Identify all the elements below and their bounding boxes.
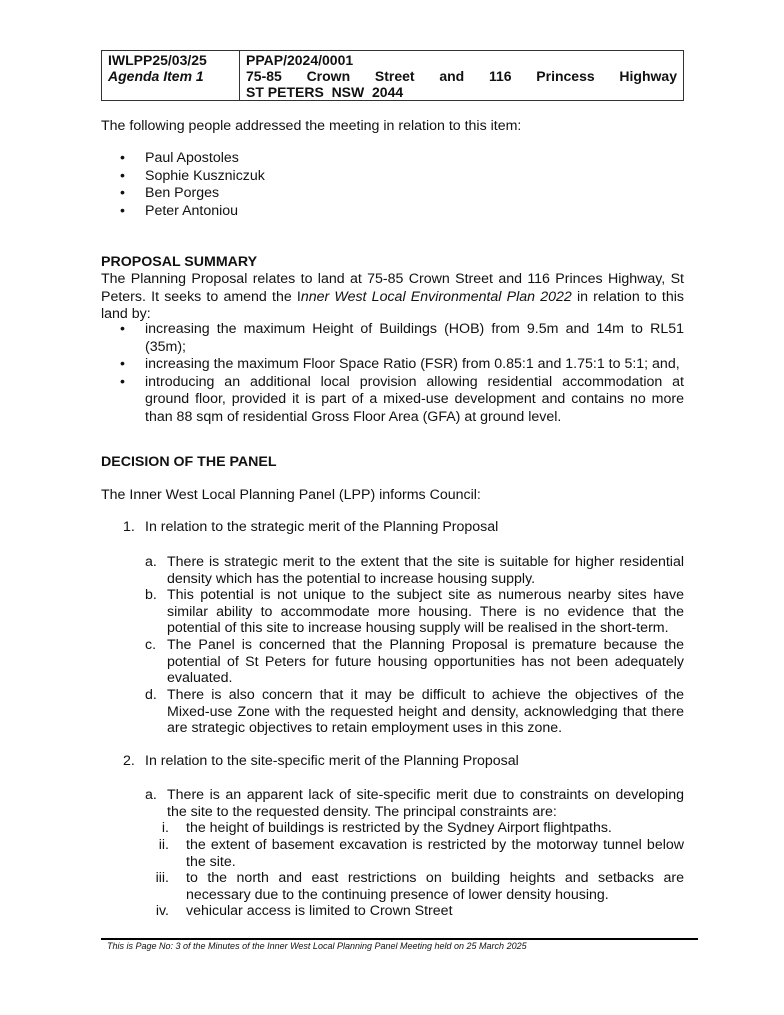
list-item: • Paul Apostoles (120, 150, 239, 166)
speakers-intro: The following people addressed the meeting in relation to this item: (101, 118, 522, 134)
address-line-1 (246, 68, 677, 84)
constraint-item-iii: iii. to the north and east restrictions on building heights and setbacks are necessary due to the continuing presence of lower density housing. (155, 870, 684, 903)
speakers-list (101, 150, 684, 220)
agenda-item-label: Agenda Item 1 (108, 68, 204, 84)
constraint-item-i: i. the height of buildings is restricted by the Sydney Airport flightpaths. (161, 820, 612, 836)
list-item: • Sophie Kuszniczuk (120, 167, 265, 184)
application-cell (240, 51, 684, 101)
footer-divider (101, 938, 698, 940)
point-1-item-d: d. There is also concern that it may be difficult to achieve the objectives of the Mixed-use Zone with the requested height and density, acknowledging that there are strategic objectives to retain employment uses in this zone. (145, 687, 684, 736)
point-2-item-a: a. There is an apparent lack of site-specific merit due to constraints on developing the site to the requested density. The principal constraints are: (145, 787, 684, 820)
proposal-heading: PROPOSAL SUMMARY (101, 254, 258, 270)
item-reference-cell (102, 51, 240, 101)
address-word: and (439, 68, 465, 84)
point-1-item-c: c. The Panel is concerned that the Planning Proposal is premature because the potential of St Peters for future housing opportunities has not been adequately evaluated. (145, 637, 684, 686)
constraint-item-iv: iv. vehicular access is limited to Crown Street (155, 903, 453, 919)
document-page: IWLPP25/03/25 Agenda Item 1 PPAP/2024/0001 75-85 Crown Street and 116 Princess Highway ST PETERS NSW 2044 The following people addressed the meeting in relation to this item: • Paul Apostoles • Sophie Kuszniczuk • Ben Porges • Peter Antoniou PROPOSAL SUMMARY The Planning Proposal relates to land at 75-85 Crown Street and 116 Princes Highway, St Peters. It seeks to amend the Inner West Local Environmental Plan 2022 in relation to this land by: • increasing the maximum Height of Buildings (HOB) from 9.5m and 14m to RL51 (35m); • increasing the maximum Floor Space Ratio (FSR) from 0.85:1 and 1.75:1 to 5:1; and, • introducing an additional local provision allowing residential accommodation at ground floor, provided it is part of a mixed-use development and contains no more than 88 sqm of residential Gross Floor Area (GFA) at ground level. DECISION OF THE PANEL The Inner West Local Planning Panel (LPP) informs Council: 1. In relation to the strategic merit of the Planning Proposal a. There is strategic merit to the extent that the site is suitable for higher residential density which has the potential to increase housing supply. b. This potential is not unique to the subject site as numerous nearby sites have similar ability to accommodate more housing. There is no evidence that the potential of this site to increase housing supply will be realised in the short-term. c. The Panel is concerned that the Planning Proposal is premature because the potential of St Peters for future housing opportunities has not been adequately evaluated. d. There is also concern that it may be difficult to achieve the objectives of the Mixed-use Zone with the requested height and density, acknowledging that there are strategic objectives to retain employment uses in this zone. 2. In relation to the site-specific merit of the Planning Proposal a. There is an apparent lack of site-specific merit due to constraints on developing the site to the requested density. The principal constraints are: i. the height of buildings is restricted by the Sydney Airport flightpaths. ii. the extent of basement excavation is restricted by the motorway tunnel below the site. iii. to the north and east restrictions on building heights and setbacks are necessary due to the continuing presence of lower density housing. iv. vehicular access is limited to Crown Street This is Page No: 3 of the Minutes of the Inner West Local Planning Panel Meeting held on 25 March 2025 (0, 0, 784, 1015)
address-word: Highway (619, 68, 677, 84)
address-line-2: ST PETERS NSW 2044 (246, 84, 404, 100)
address-word: 116 (488, 68, 512, 84)
proposal-paragraph: The Planning Proposal relates to land at 75-85 Crown Street and 116 Princes Highway, St Peters. It seeks to amend the Inner West Local Environmental Plan 2022 in relation to this land by: (101, 271, 684, 322)
item-header-table (101, 50, 684, 101)
list-item: • increasing the maximum Height of Buildings (HOB) from 9.5m and 14m to RL51 (35m); (120, 321, 684, 355)
meeting-reference: IWLPP25/03/25 (108, 52, 207, 68)
decision-heading: DECISION OF THE PANEL (101, 454, 277, 470)
application-number: PPAP/2024/0001 (246, 52, 354, 68)
address-word: Princess (536, 68, 595, 84)
address-word: 75-85 (246, 68, 282, 84)
point-1-item-a: a. There is strategic merit to the extent that the site is suitable for higher residential density which has the potential to increase housing supply. (145, 554, 684, 587)
list-item: • Peter Antoniou (120, 202, 239, 219)
proposal-list (101, 321, 684, 426)
address-word: Street (374, 68, 415, 84)
list-item: • Ben Porges (120, 185, 220, 201)
decision-intro: The Inner West Local Planning Panel (LPP) informs Council: (101, 487, 481, 503)
list-item: • introducing an additional local provision allowing residential accommodation at ground floor, provided it is part of a mixed-use development and contains no more than 88 sqm of residential Gross Floor Area (GFA) at ground level. (120, 373, 684, 425)
constraint-item-ii: ii. the extent of basement excavation is restricted by the motorway tunnel below the site. (158, 837, 684, 870)
list-item: • increasing the maximum Floor Space Ratio (FSR) from 0.85:1 and 1.75:1 to 5:1; and, (120, 356, 680, 372)
address-word: Crown (306, 68, 351, 84)
page-footer: This is Page No: 3 of the Minutes of the Inner West Local Planning Panel Meeting held on 25 March 2025 (107, 941, 527, 951)
point-1-item-b: b. This potential is not unique to the subject site as numerous nearby sites have similar ability to accommodate more housing. There is no evidence that the potential of this site to increase housing supply will be realised in the short-term. (145, 587, 684, 636)
